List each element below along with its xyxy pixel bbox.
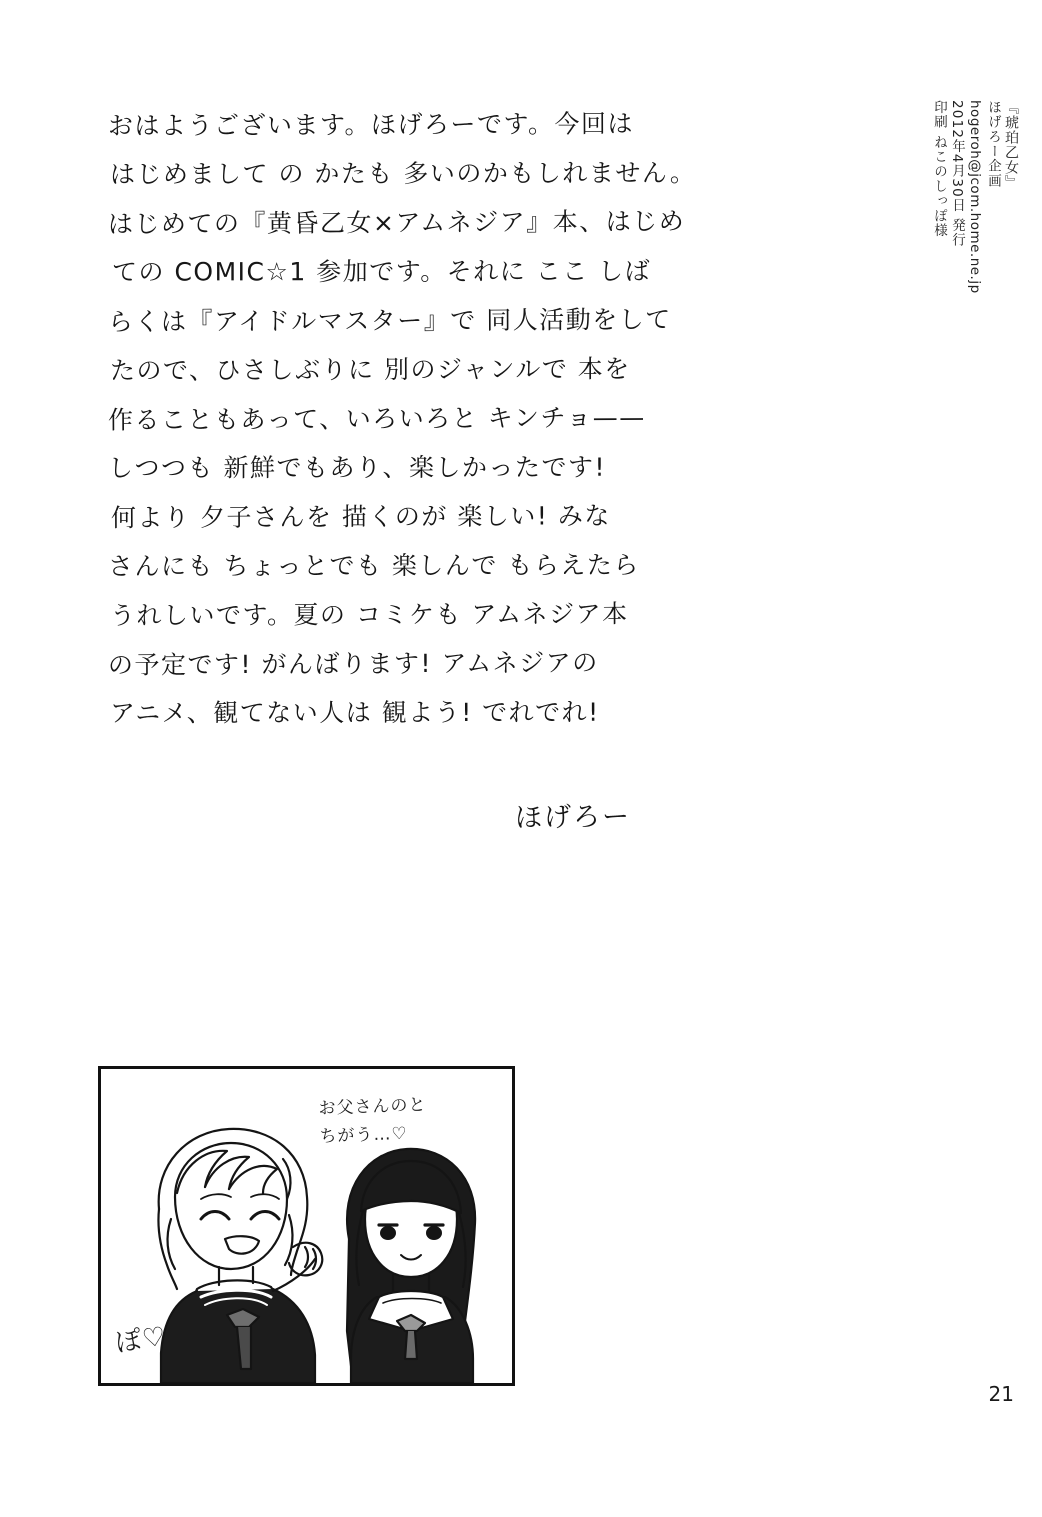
afterword-line: の予定です! がんばります! アムネジアの	[107, 648, 599, 680]
colophon-printing: 印刷 ねこのしっぽ様	[931, 100, 947, 238]
afterword-line: しつつも 新鮮でもあり、楽しかったです!	[107, 452, 607, 483]
afterword-line: アニメ、観てない人は 観よう! でれでれ!	[109, 697, 600, 728]
afterword-line: らくは『アイドルマスター』で 同人活動をして	[107, 304, 672, 337]
afterword-line: さんにも ちょっとでも 楽しんで もらえたら	[107, 550, 640, 581]
colophon-title: 『琥珀乙女』	[1003, 100, 1019, 190]
comic-panel	[98, 1066, 515, 1386]
comic-dialogue-line-2: ちがう…♡	[319, 1123, 409, 1147]
comic-dialogue-line-1: お父さんのと	[318, 1095, 427, 1119]
afterword-line: おはようございます。ほげろーです。今回は	[107, 109, 635, 141]
colophon-date: 2012年4月30日 発行	[949, 100, 965, 248]
author-signature: ほげろー	[514, 801, 632, 834]
afterword-line: はじめての『黄昏乙女×アムネジア』本、はじめ	[107, 206, 686, 239]
afterword-line: ての COMIC☆1 参加です。それに ここ しば	[111, 256, 652, 287]
comic-sound-effect: ぽ♡	[113, 1321, 169, 1359]
colophon-circle: ほげろー企画	[985, 100, 1001, 189]
afterword-text-block	[108, 100, 748, 737]
afterword-line: 何より 夕子さんを 描くのが 楽しい! みな	[110, 501, 611, 533]
afterword-line: はじめまして の かたも 多いのかもしれません。	[109, 158, 697, 189]
colophon-contact: hogeroh@jcom.home.ne.jp	[967, 100, 983, 294]
page-number: 21	[988, 1382, 1014, 1406]
afterword-line: 作ることもあって、いろいろと キンチョ——	[107, 402, 646, 435]
afterword-line: たので、ひさしぶりに 別のジャンルで 本を	[109, 354, 631, 386]
colophon-vertical-text	[930, 100, 1020, 930]
afterword-line: うれしいです。夏の コミケも アムネジア本	[109, 599, 629, 631]
comic-dialogue	[318, 1091, 428, 1151]
